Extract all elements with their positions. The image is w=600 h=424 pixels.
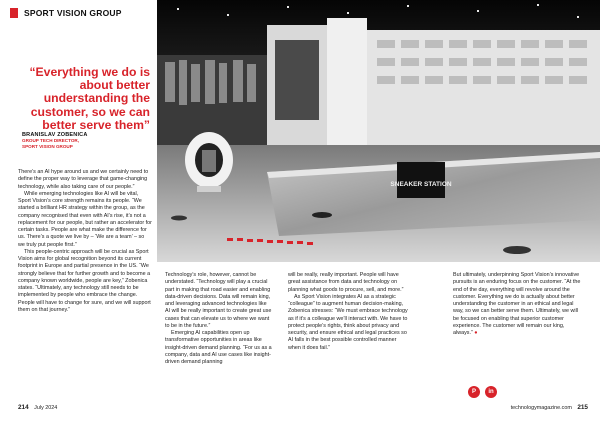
byline	[22, 132, 150, 149]
pull-quote: “Everything we do is about better understanding the customer, so we can better serve them”	[29, 65, 150, 132]
paragraph: While emerging technologies like AI will be vital, Sport Vision’s core strength remains its people. “We started a brilliant HR strategy within the group, as the company recognised that even with AI’s rise, it’s not a replacement for our people, but rather an accelerator for certain tasks. People are what make the difference for us. There’s a quote we live by – ‘We are a team’ – so we truly put people first.”	[18, 190, 152, 248]
body-column-3	[288, 272, 410, 352]
site-url[interactable]: technologymagazine.com	[510, 405, 572, 411]
accent-bar	[10, 8, 18, 18]
paragraph: Technology’s role, however, cannot be understated. “Technology will play a crucial part in making that road easier and enabling data-driven decisions. Data will remain king, and leveraging advanced technologies like AI will be really important to create great use cases that can elevate us to where we want to be in the future.”	[165, 272, 272, 329]
body-column-4	[453, 272, 585, 337]
section-title: SPORT VISION GROUP	[24, 8, 122, 18]
paragraph: This people-centric approach will be crucial as Sport Vision aims for global recognition beyond its current footprint in Europe and partial presence in the US. “We strongly believe that for further growth and to become a company known worldwide, people are key,” Zobenica states. “Ultimately, any technology still needs to be implemented by people who embrace the change. People will have to change for sure, and we will support them on that journey.”	[18, 248, 151, 313]
footer-left	[18, 404, 57, 411]
paragraph: will be really, really important. People will have great assistance from data and technology on planning what goods to procure, sell, and more.”	[288, 272, 404, 293]
paragraph: There’s an AI hype around us and we certainly need to define the proper way to leverage that game-changing technology, while also taking care of our people.”	[18, 169, 149, 190]
section-header	[10, 8, 122, 18]
paragraph	[453, 272, 585, 337]
paragraph: Emerging AI capabilities open up transformative opportunities in areas like insight-driven demand planning. “For us as a company, data and AI use cases like insight-driven demand planning	[165, 330, 272, 365]
store-photo-illustration	[157, 0, 600, 262]
store-photo	[157, 0, 600, 262]
social-links	[468, 386, 497, 398]
issue-date: July 2024	[34, 405, 58, 411]
footer-right	[511, 404, 588, 411]
body-column-2	[165, 272, 272, 366]
page-number-left: 214	[18, 404, 29, 411]
end-mark: ●	[474, 330, 478, 336]
pinterest-icon[interactable]: P	[468, 386, 480, 398]
byline-role-line2: SPORT VISION GROUP	[22, 143, 73, 149]
page-number-right: 215	[577, 404, 588, 411]
paragraph: As Sport Vision integrates AI as a strategic “colleague” to augment human decision-making, Zobenica stresses: “We must embrace technology as if it’s a colleague we’ll interact with. We have to protect people’s rights, think about privacy and security, and ensure ethical and legal practices so AI falls in the best possible controlled manner when it does fail.”	[288, 293, 408, 351]
store-sign-text: SNEAKER STATION	[390, 181, 452, 188]
byline-name: BRANISLAV ZOBENICA	[22, 132, 88, 138]
paragraph-text: But ultimately, underpinning Sport Vision’s innovative pursuits is an enduring focus on the customer. “At the end of the day, everything will revolve around the customer. Everything we do is actually about better understanding the customer in an ethical and legal way, so we can better serve them. Ultimately, we will be focused on enabling that superior customer experience. The customer will remain our king, always.”	[453, 272, 581, 336]
byline-role-line1: GROUP TECH DIRECTOR,	[22, 138, 80, 143]
linkedin-icon[interactable]: in	[485, 386, 497, 398]
body-column-1	[18, 169, 152, 314]
